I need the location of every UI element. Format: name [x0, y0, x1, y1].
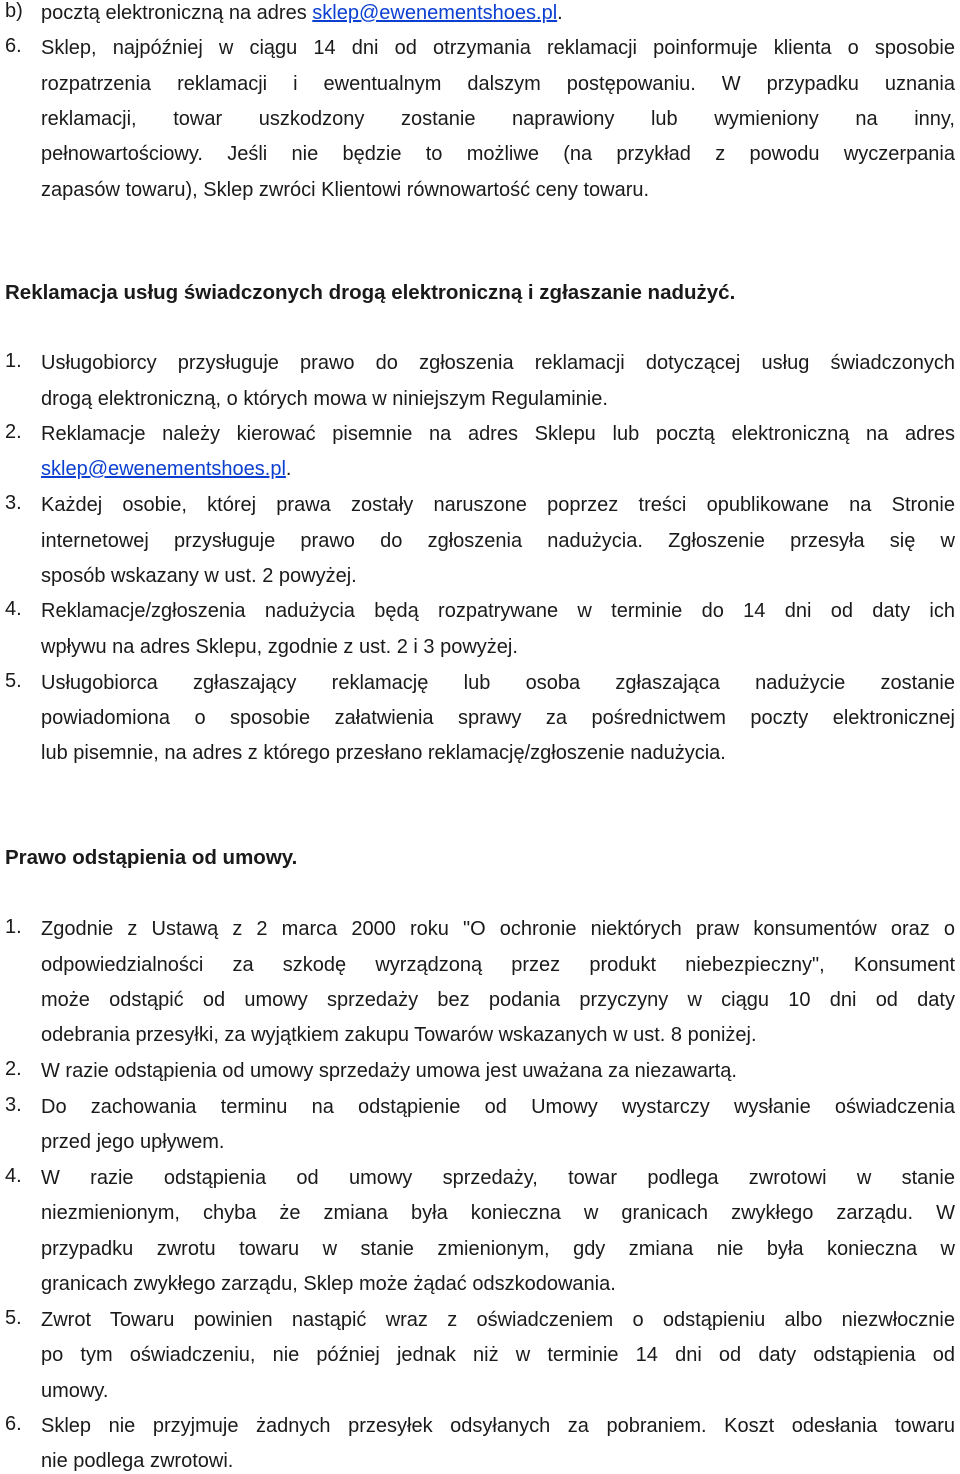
text-line: Do zachowania terminu na odstąpienie od Umowy wystarczy wysłanie oświadczenia: [41, 1096, 955, 1118]
text-line: sposób wskazany w ust. 2 powyżej.: [41, 565, 357, 587]
section-heading: Prawo odstąpienia od umowy.: [5, 846, 298, 869]
item-label: b): [5, 0, 23, 22]
text-line: Usługobiorcy przysługuje prawo do zgłoszenia reklamacji dotyczącej usług świadczonych: [41, 352, 955, 374]
email-link[interactable]: sklep@ewenementshoes.pl: [312, 2, 558, 24]
text-line: Zgodnie z Ustawą z 2 marca 2000 roku "O ochronie niektórych praw konsumentów oraz o: [41, 918, 955, 940]
item-text: pocztą elektroniczną na adres sklep@ewenementshoes.pl.: [41, 2, 563, 24]
item-number: 5.: [5, 670, 22, 692]
item-number: 2.: [5, 421, 22, 443]
text-line: powiadomiona o sposobie załatwienia sprawy za pośrednictwem poczty elektronicznej: [41, 707, 955, 729]
item-number: 2.: [5, 1058, 22, 1080]
text-line: przypadku zwrotu towaru w stanie zmienionym, gdy zmiana nie była konieczna w: [41, 1238, 955, 1260]
text-line: odpowiedzialności za szkodę wyrządzoną przez produkt niebezpieczny", Konsument: [41, 954, 955, 976]
text-line: sklep@ewenementshoes.pl.: [41, 458, 292, 480]
section-heading: Reklamacja usług świadczonych drogą elektroniczną i zgłaszanie nadużyć.: [5, 281, 736, 304]
text-line: Reklamacje należy kierować pisemnie na adres Sklepu lub pocztą elektroniczną na adres: [41, 423, 955, 445]
item-number: 3.: [5, 1094, 22, 1116]
item-number: 4.: [5, 598, 22, 620]
text-line: Reklamacje/zgłoszenia nadużycia będą rozpatrywane w terminie do 14 dni od daty ich: [41, 600, 955, 622]
text-line: internetowej przysługuje prawo do zgłoszenia nadużycia. Zgłoszenie przesyła się w: [41, 530, 955, 552]
text-line: reklamacji, towar uszkodzony zostanie naprawiony lub wymieniony na inny,: [41, 108, 955, 130]
text-line: nie podlega zwrotowi.: [41, 1450, 234, 1472]
text-line: W razie odstąpienia od umowy sprzedaży umowa jest uważana za niezawartą.: [41, 1060, 737, 1082]
text-line: Zwrot Towaru powinien nastąpić wraz z oświadczeniem o odstąpieniu albo niezwłocznie: [41, 1309, 955, 1331]
text-line: zapasów towaru), Sklep zwróci Klientowi równowartość ceny towaru.: [41, 179, 650, 201]
item-number: 6.: [5, 35, 22, 57]
text-line: rozpatrzenia reklamacji i ewentualnym dalszym postępowaniu. W przypadku uznania: [41, 73, 955, 95]
text-line: przed jego upływem.: [41, 1131, 225, 1153]
email-link[interactable]: sklep@ewenementshoes.pl: [41, 458, 286, 480]
text-line: umowy.: [41, 1380, 109, 1402]
item-number: 4.: [5, 1165, 22, 1187]
text-line: Sklep nie przyjmuje żadnych przesyłek odsyłanych za pobraniem. Koszt odesłania towaru: [41, 1415, 955, 1437]
text-line: odebrania przesyłki, za wyjątkiem zakupu Towarów wskazanych w ust. 8 poniżej.: [41, 1024, 757, 1046]
text-line: W razie odstąpienia od umowy sprzedaży, towar podlega zwrotowi w stanie: [41, 1167, 955, 1189]
item-number: 5.: [5, 1307, 22, 1329]
text-line: może odstąpić od umowy sprzedaży bez podania przyczyny w ciągu 10 dni od daty: [41, 989, 955, 1011]
text-line: drogą elektroniczną, o których mowa w niniejszym Regulaminie.: [41, 388, 608, 410]
text-line: pełnowartościowy. Jeśli nie będzie to możliwe (na przykład z powodu wyczerpania: [41, 143, 955, 165]
item-number: 1.: [5, 916, 22, 938]
item-number: 6.: [5, 1413, 22, 1435]
text-line: Sklep, najpóźniej w ciągu 14 dni od otrzymania reklamacji poinformuje klienta o sposobie: [41, 37, 955, 59]
item-number: 1.: [5, 350, 22, 372]
text-line: wpływu na adres Sklepu, zgodnie z ust. 2 i 3 powyżej.: [41, 636, 518, 658]
item-number: 3.: [5, 492, 22, 514]
text-line: Każdej osobie, której prawa zostały naruszone poprzez treści opublikowane na Stronie: [41, 494, 955, 516]
text-line: Usługobiorca zgłaszający reklamację lub osoba zgłaszająca nadużycie zostanie: [41, 672, 955, 694]
text-line: lub pisemnie, na adres z którego przesłano reklamację/zgłoszenie nadużycia.: [41, 742, 726, 764]
text-line: granicach zwykłego zarządu, Sklep może żądać odszkodowania.: [41, 1273, 616, 1295]
text-line: niezmienionym, chyba że zmiana była konieczna w granicach zwykłego zarządu. W: [41, 1202, 955, 1224]
text-line: po tym oświadczeniu, nie później jednak niż w terminie 14 dni od daty odstąpienia od: [41, 1344, 955, 1366]
